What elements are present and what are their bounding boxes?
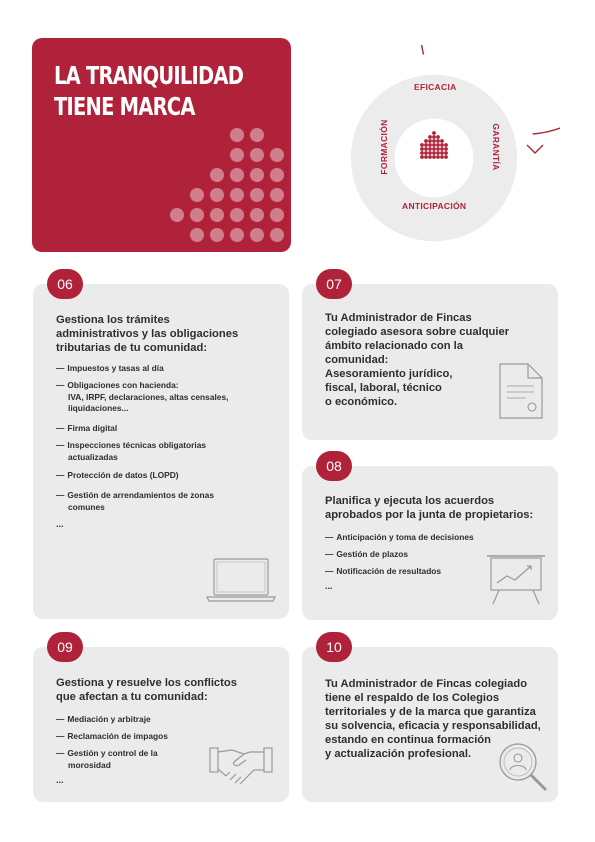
- list-item: — Mediación y arbitraje: [56, 714, 151, 724]
- laptop-icon: [204, 555, 278, 605]
- wheel-label-top: EFICACIA: [414, 82, 457, 92]
- chart-board-icon: [485, 552, 547, 606]
- list-item: — Firma digital: [56, 423, 118, 433]
- wheel-label-right: GARANTÍA: [491, 123, 501, 171]
- logo-dots-icon: [420, 131, 448, 159]
- handshake-icon: [208, 742, 274, 788]
- card-08-title: [325, 494, 533, 522]
- card-number-badge: 07: [316, 269, 352, 299]
- title-line: o económico.: [325, 396, 398, 408]
- title-line: que afectan a tu comunidad:: [56, 691, 208, 703]
- list-item: — Impuestos y tasas al día: [56, 363, 164, 373]
- card-09-title: [56, 676, 237, 704]
- hero-title: [54, 60, 243, 122]
- hero-title-line: LA TRANQUILIDAD: [54, 61, 244, 90]
- title-line: colegiado asesora sobre cualquier: [325, 326, 510, 338]
- list-item: — Protección de datos (LOPD): [56, 470, 179, 480]
- card-06-title: [56, 313, 238, 355]
- title-line: Tu Administrador de Fincas: [325, 312, 472, 324]
- title-line: tiene el respaldo de los Colegios: [325, 692, 500, 704]
- values-wheel: [320, 45, 560, 275]
- title-line: territoriales y de la marca que garantiza: [325, 706, 536, 718]
- title-line: Asesoramiento jurídico,: [325, 368, 453, 380]
- list-item: — Gestión de arrendamientos de zonas comunes: [56, 490, 214, 512]
- list-ellipsis: ...: [325, 581, 333, 591]
- list-item: — Obligaciones con hacienda: IVA, IRPF, declaraciones, altas censales, liquidaciones...: [56, 380, 229, 413]
- title-line: fiscal, laboral, técnico: [325, 382, 442, 394]
- title-line: Tu Administrador de Fincas colegiado: [325, 678, 528, 690]
- list-item: — Gestión de plazos: [325, 549, 409, 559]
- list-item: — Notificación de resultados: [325, 566, 442, 576]
- list-item: — Gestión y control de la morosidad: [56, 748, 158, 770]
- wheel-label-bottom: ANTICIPACIÓN: [402, 201, 467, 211]
- hero-title-line: TIENE MARCA: [54, 92, 195, 121]
- card-number-badge: 08: [316, 451, 352, 481]
- list-item: — Inspecciones técnicas obligatorias actualizadas: [56, 440, 207, 462]
- list-item: — Reclamación de impagos: [56, 731, 168, 741]
- title-line: Gestiona los trámites: [56, 314, 170, 326]
- title-line: Gestiona y resuelve los conflictos: [56, 677, 237, 689]
- title-line: aprobados por la junta de propietarios:: [325, 509, 534, 521]
- card-07-title: [325, 311, 509, 409]
- title-line: su solvencia, eficacia y responsabilidad,: [325, 720, 541, 732]
- title-line: y actualización profesional.: [325, 748, 472, 760]
- title-line: comunidad:: [325, 354, 389, 366]
- hero-banner: [32, 38, 291, 252]
- title-line: ámbito relacionado con la: [325, 340, 464, 352]
- card-number-badge: 10: [316, 632, 352, 662]
- title-line: Planifica y ejecuta los acuerdos: [325, 495, 495, 507]
- card-number-badge: 09: [47, 632, 83, 662]
- document-icon: [496, 360, 546, 422]
- card-number-badge: 06: [47, 269, 83, 299]
- wheel-label-left: FORMACIÓN: [379, 119, 389, 175]
- list-item: — Anticipación y toma de decisiones: [325, 532, 474, 542]
- magnifier-person-icon: [496, 740, 552, 796]
- title-line: administrativos y las obligaciones: [56, 328, 239, 340]
- title-line: estando en continua formación: [325, 734, 491, 746]
- list-ellipsis: ...: [56, 775, 64, 785]
- title-line: tributarias de tu comunidad:: [56, 342, 208, 354]
- list-ellipsis: ...: [56, 519, 64, 529]
